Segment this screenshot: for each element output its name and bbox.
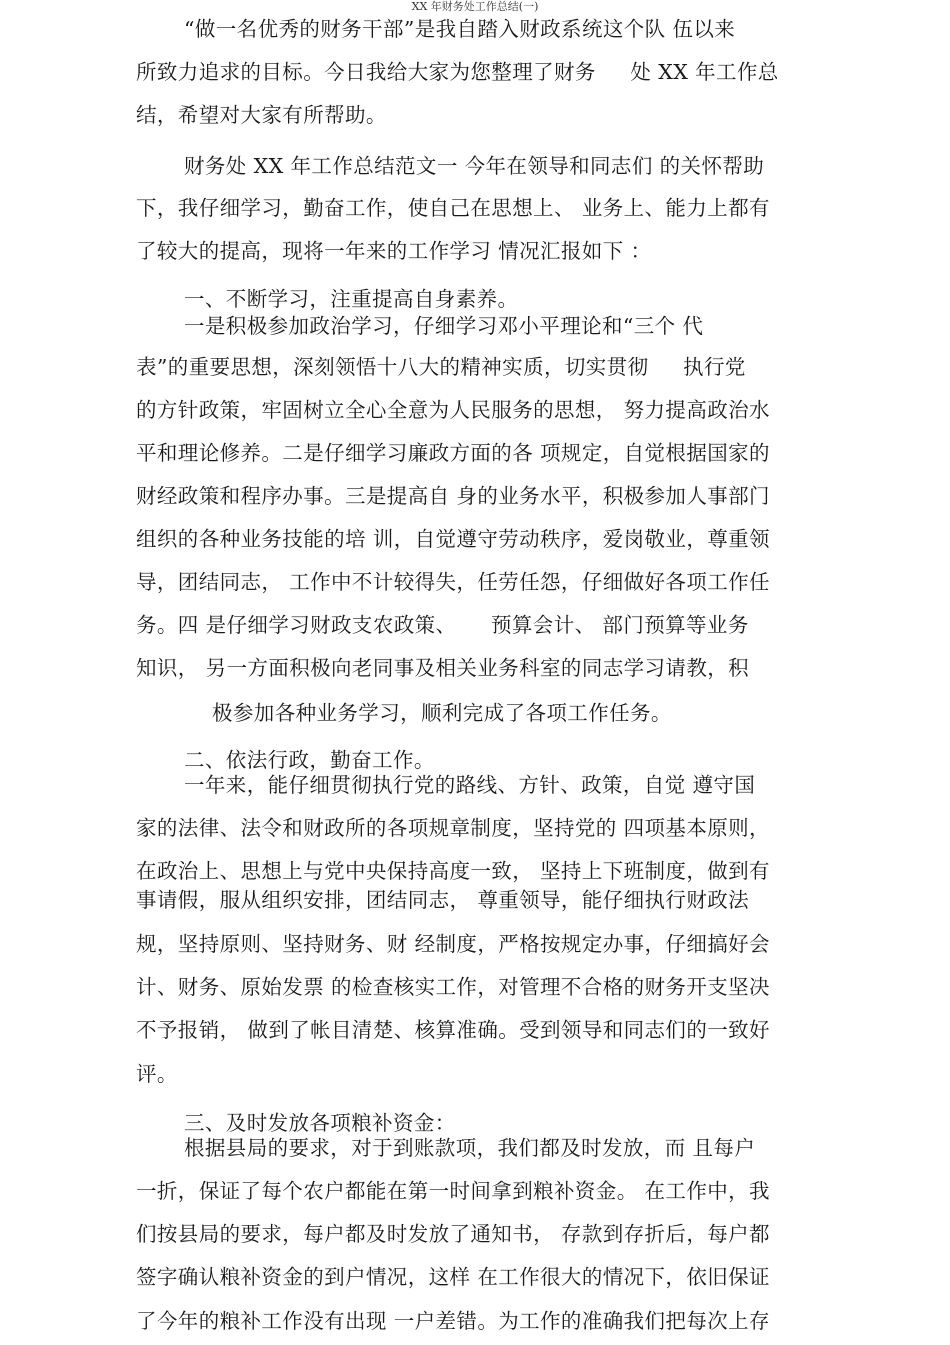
text-line: 务。四 是仔细学习财政支农政策、 预算会计、 部门预算等业务 — [136, 613, 749, 637]
text-line: 导，团结同志， 工作中不计较得失，任劳任怨，仔细做好各项工作任 — [136, 570, 770, 594]
text-line: 所致力追求的目标。今日我给大家为您整理了财务 处 XX 年工作总 — [136, 60, 779, 84]
text-line: 结，希望对大家有所帮助。 — [136, 103, 387, 127]
text-line: 知识， 另一方面积极向老同事及相关业务科室的同志学习请教，积 — [136, 656, 750, 680]
page-header: XX 年财务处工作总结(一) — [411, 0, 539, 13]
section-heading: 二、依法行政，勤奋工作。 — [184, 748, 435, 772]
text-line: 了今年的粮补工作没有出现 一户差错。为工作的准确我们把每次上存 — [136, 1309, 770, 1333]
text-line: 们按县局的要求，每户都及时发放了通知书， 存款到存折后，每户都 — [136, 1222, 770, 1246]
text-line: 签字确认粮补资金的到户情况，这样 在工作很大的情况下，依旧保证 — [136, 1265, 770, 1289]
text-line: 下，我仔细学习，勤奋工作，使自己在思想上、 业务上、能力上都有 — [136, 196, 770, 220]
text-line: 财经政策和程序办事。三是提高自 身的业务水平，积极参加人事部门 — [136, 484, 770, 508]
text-line: 财务处 XX 年工作总结范文一 今年在领导和同志们 的关怀帮助 — [184, 154, 765, 178]
text-line: 平和理论修养。二是仔细学习廉政方面的各 项规定，自觉根据国家的 — [136, 441, 770, 465]
text-line: 评。 — [136, 1062, 178, 1086]
text-line: 在政治上、思想上与党中央保持高度一致， 坚持上下班制度，做到有 — [136, 859, 770, 883]
text-line: 事请假，服从组织安排，团结同志， 尊重领导，能仔细执行财政法 — [136, 888, 750, 912]
text-line: 组织的各种业务技能的培 训，自觉遵守劳动秩序，爱岗敬业，尊重领 — [136, 527, 770, 551]
section-heading: 一、不断学习，注重提高自身素养。 — [184, 287, 519, 311]
text-line: 不予报销， 做到了帐目清楚、核算准确。受到领导和同志们的一致好 — [136, 1018, 770, 1042]
text-line: 一是积极参加政治学习，仔细学习邓小平理论和“三个 代 — [184, 314, 704, 338]
text-line: 了较大的提高，现将一年来的工作学习 情况汇报如下 ： — [136, 239, 652, 263]
section-heading: 三、及时发放各项粮补资金： — [184, 1111, 456, 1135]
text-line: 根据县局的要求，对于到账款项，我们都及时发放，而 且每户 — [184, 1136, 756, 1160]
text-line: “做一名优秀的财务干部”是我自踏入财政系统这个队 伍以来 — [184, 17, 736, 41]
text-line: 一年来，能仔细贯彻执行党的路线、方针、政策，自觉 遵守国 — [184, 773, 756, 797]
text-line: 计、财务、原始发票 的检查核实工作，对管理不合格的财务开支坚决 — [136, 975, 770, 999]
text-line: 一折，保证了每个农户都能在第一时间拿到粮补资金。 在工作中，我 — [136, 1179, 770, 1203]
text-line: 家的法律、法令和财政所的各项规章制度，坚持党的 四项基本原则， — [136, 816, 770, 840]
text-line: 的方针政策，牢固树立全心全意为人民服务的思想， 努力提高政治水 — [136, 398, 770, 422]
text-line: 表”的重要思想，深刻领悟十八大的精神实质，切实贯彻 执行党 — [136, 355, 746, 379]
text-line: 极参加各种业务学习，顺利完成了各项工作任务。 — [212, 701, 672, 725]
text-line: 规，坚持原则、坚持财务、财 经制度，严格按规定办事，仔细搞好会 — [136, 932, 770, 956]
